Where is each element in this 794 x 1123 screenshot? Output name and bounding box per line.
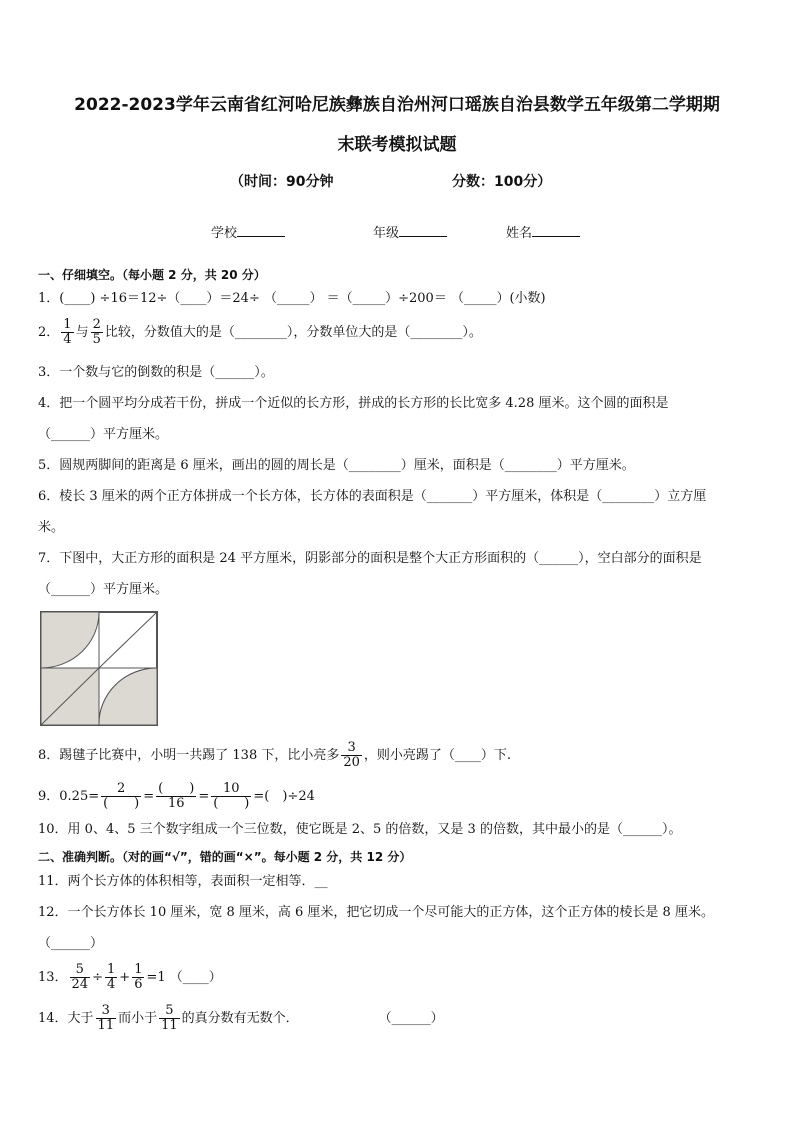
- section1-title: 一、仔细填空。（每小题 2 分，共 20 分）: [38, 268, 266, 282]
- question-8: 8．踢毽子比赛中，小明一共踢了 138 下，比小亮多 $\frac{3}{20}$ ，则小亮踢了（____）下.: [38, 740, 512, 770]
- school-field[interactable]: [211, 222, 285, 241]
- question-10: 10．用 0、4、5 三个数字组成一个三位数，使它既是 2、5 的倍数，又是 3 的倍数，其中最小的是（______）。: [38, 822, 682, 837]
- question-4-line1: 4．把一个圆平均分成若干份，拼成一个近似的长方形，拼成的长方形的长比宽多 4.28 厘米。这个圆的面积是: [38, 396, 669, 411]
- question-2: 2． $\frac{1}{4}$ 与 $\frac{2}{5}$ 比较，分数值大的是（________），分数单位大的是（________）。: [38, 317, 482, 347]
- question-1: 1．(____) ÷16＝12÷（____）＝24÷ （_____） ＝（_____）÷200＝ （_____）(小数): [38, 291, 546, 306]
- question-12-line1: 12．一个长方体长 10 厘米，宽 8 厘米，高 6 厘米，把它切成一个尽可能大的正方体，这个正方体的棱长是 8 厘米。: [38, 905, 714, 920]
- name-field[interactable]: [506, 222, 580, 241]
- section2-title: 二、准确判断。（对的画“√”，错的画“×”。每小题 2 分，共 12 分）: [38, 850, 412, 864]
- question-7-line2: （______）平方厘米。: [38, 582, 169, 597]
- question-14: 14．大于 $\frac{3}{11}$ 而小于 $\frac{5}{11}$ 的真分数有无数个． （______）: [38, 1003, 444, 1033]
- grade-field[interactable]: [373, 222, 447, 241]
- question-11: 11．两个长方体的体积相等，表面积一定相等．__: [38, 874, 328, 889]
- question-9: 9．0.25= $\frac{2}{( )}$ = $\frac{( )}{16}$ = $\frac{10}{( )}$ =( )÷24: [38, 781, 315, 811]
- exam-title-line2: 末联考模拟试题: [337, 135, 457, 155]
- question-6-line1: 6．棱长 3 厘米的两个正方体拼成一个长方体，长方体的表面积是（_______）平方厘米，体积是（________）立方厘: [38, 489, 707, 504]
- exam-time: （时间：90分钟: [230, 174, 334, 190]
- question-3: 3．一个数与它的倒数的积是（______）。: [38, 365, 274, 380]
- school-label: 学校: [211, 226, 238, 241]
- grade-label: 年级: [373, 226, 400, 241]
- question-13: 13． $\frac{5}{24}$ ÷ $\frac{1}{4}$ + $\frac{1}{6}$ =1 （____）: [38, 962, 222, 992]
- exam-score: 分数：100分）: [452, 174, 552, 190]
- question-7-line1: 7．下图中，大正方形的面积是 24 平方厘米，阴影部分的面积是整个大正方形面积的（______），空白部分的面积是: [38, 551, 702, 566]
- question-6-line2: 米。: [38, 520, 65, 535]
- question-4-line2: （______）平方厘米。: [38, 427, 169, 442]
- question-5: 5．圆规两脚间的距离是 6 厘米，画出的圆的周长是（________）厘米，面积是（________）平方厘米。: [38, 458, 635, 473]
- name-label: 姓名: [506, 226, 533, 241]
- square-shading-figure: [40, 611, 158, 726]
- exam-title-line1: 2022-2023学年云南省红河哈尼族彝族自治州河口瑶族自治县数学五年级第二学期期: [74, 95, 720, 115]
- question-12-line2: （______）: [38, 936, 104, 951]
